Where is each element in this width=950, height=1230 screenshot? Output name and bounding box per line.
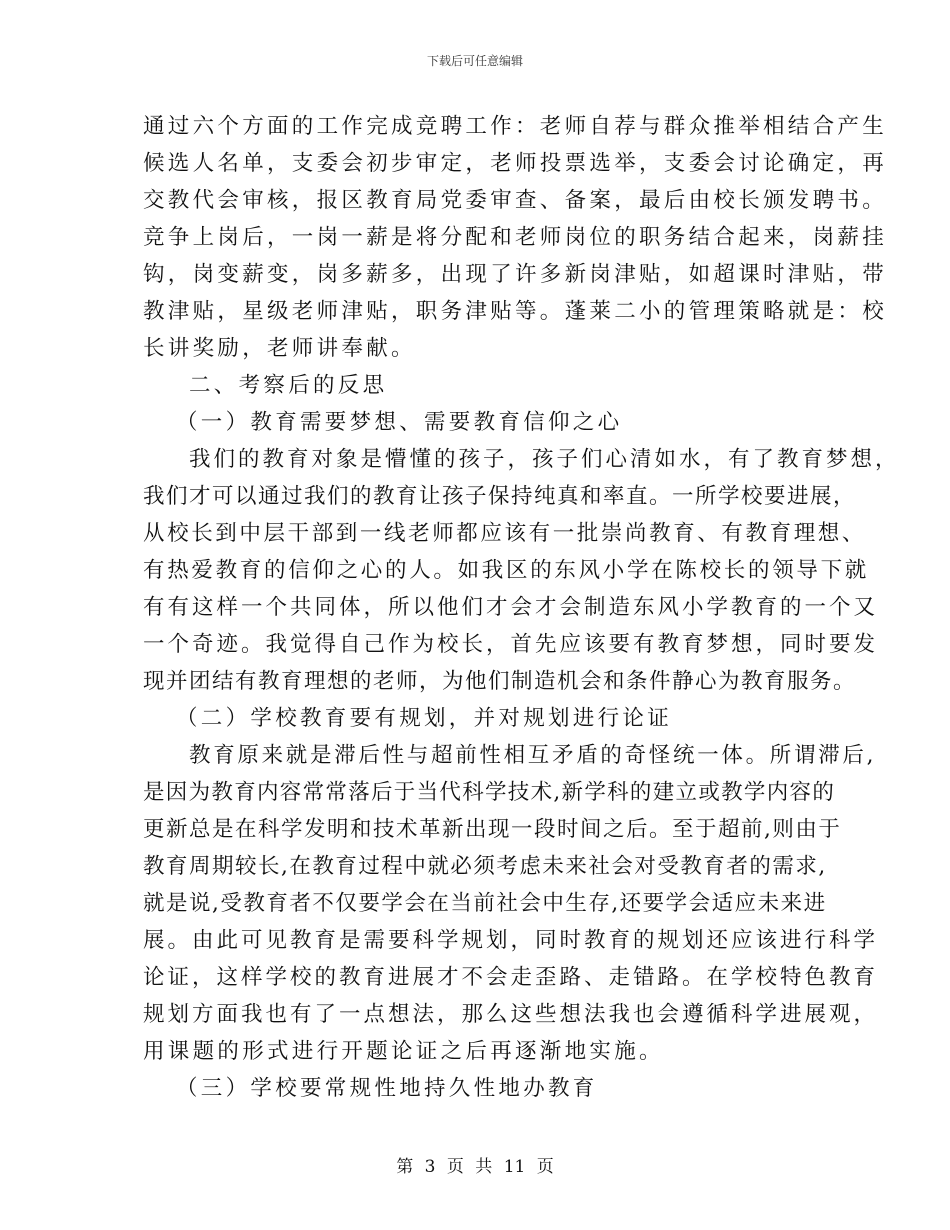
paragraph-line: 有有这样一个共同体，所以他们才会才会制造东风小学教育的一个又	[143, 595, 879, 620]
page-header: 下载后可任意编辑	[426, 54, 523, 68]
section-heading: 二、考察后的反思	[189, 373, 388, 398]
paragraph-line: 从校长到中层干部到一线老师都应该有一批崇尚教育、有教育理想、	[143, 521, 867, 546]
paragraph-line: 我们才可以通过我们的教育让孩子保持纯真和率直。一所学校要进展，	[143, 484, 857, 509]
paragraph-line: 我们的教育对象是懵懂的孩子，孩子们心清如水，有了教育梦想，	[189, 447, 900, 472]
paragraph-line: 钩，岗变薪变，岗多薪多，出现了许多新岗津贴，如超课时津贴，带	[143, 262, 888, 287]
paragraph-line: 交教代会审核，报区教育局党委审查、备案，最后由校长颁发聘书。	[143, 188, 888, 213]
paragraph-line: 展。由此可见教育是需要科学规划，同时教育的规划还应该进行科学	[143, 928, 879, 953]
paragraph-line: 规划方面我也有了一点想法，那么这些想法我也会遵循科学进展观，	[143, 1002, 879, 1027]
paragraph-line: 更新总是在科学发明和技术革新出现一段时间之后。至于超前,则由于	[143, 817, 842, 842]
paragraph-line: 教津贴，星级老师津贴，职务津贴等。蓬莱二小的管理策略就是：校	[143, 299, 888, 324]
paragraph-line: 通过六个方面的工作完成竞聘工作：老师自荐与群众推举相结合产生	[143, 114, 888, 139]
subsection-heading: （二）学校教育要有规划，并对规划进行论证	[176, 706, 673, 731]
paragraph-line: 一个奇迹。我觉得自己作为校长，首先应该要有教育梦想，同时要发	[143, 632, 879, 657]
paragraph-line: 长讲奖励，老师讲奉献。	[143, 336, 416, 361]
subsection-heading: （一）教育需要梦想、需要教育信仰之心	[176, 410, 623, 435]
paragraph-line: 竞争上岗后，一岗一薪是将分配和老师岗位的职务结合起来，岗薪挂	[143, 225, 888, 250]
paragraph-line: 论证，这样学校的教育进展才不会走歪路、走错路。在学校特色教育	[143, 965, 879, 990]
subsection-heading: （三）学校要常规性地持久性地办教育	[176, 1076, 598, 1101]
paragraph-line: 教育周期较长,在教育过程中就必须考虑未来社会对受教育者的需求,	[143, 854, 827, 879]
paragraph-line: 教育原来就是滞后性与超前性相互矛盾的奇怪统一体。所谓滞后,	[189, 743, 877, 768]
paragraph-line: 有热爱教育的信仰之心的人。如我区的东风小学在陈校长的领导下就	[143, 558, 870, 583]
paragraph-line: 用课题的形式进行开题论证之后再逐渐地实施。	[143, 1039, 664, 1064]
page-footer: 第 3 页 共 11 页	[396, 1157, 554, 1177]
paragraph-line: 现并团结有教育理想的老师，为他们制造机会和条件静心为教育服务。	[143, 669, 857, 694]
paragraph-line: 就是说,受教育者不仅要学会在当前社会中生存,还要学会适应未来进	[143, 891, 827, 916]
paragraph-line: 候选人名单，支委会初步审定，老师投票选举，支委会讨论确定，再	[143, 151, 888, 176]
paragraph-line: 是因为教育内容常常落后于当代科学技术,新学科的建立或教学内容的	[143, 780, 836, 805]
